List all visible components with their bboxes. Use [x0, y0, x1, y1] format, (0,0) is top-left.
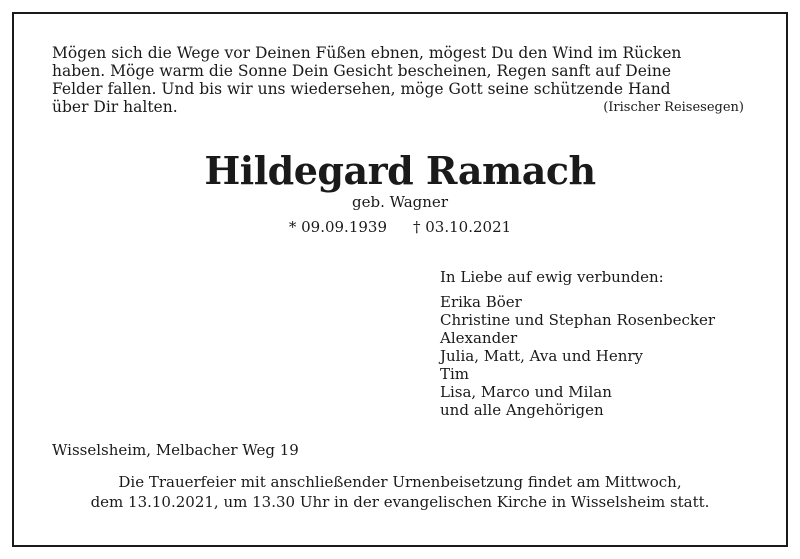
mourners-heading: In Liebe auf ewig verbunden: [440, 268, 664, 286]
mourner-name: Julia, Matt, Ava und Henry [440, 347, 644, 365]
service-notice [0, 472, 800, 512]
service-line: Die Trauerfeier mit anschließender Urnenbeisetzung findet am Mittwoch, [118, 473, 682, 491]
birth-date: * 09.09.1939 [288, 218, 387, 236]
mourners-list [440, 268, 715, 419]
verse-line: Felder fallen. Und bis wir uns wiedersehen, möge Gott seine schützende Hand [52, 80, 671, 98]
mourner-name: Erika Böer [440, 293, 522, 311]
service-line: dem 13.10.2021, um 13.30 Uhr in der evangelischen Kirche in Wisselsheim statt. [90, 493, 710, 511]
maiden-name: geb. Wagner [352, 193, 448, 211]
mourner-name: Alexander [440, 329, 518, 347]
mourner-name: Tim [440, 365, 470, 383]
deceased-name: Hildegard Ramach [204, 148, 596, 193]
death-date: † 03.10.2021 [413, 218, 512, 236]
verse-line: Mögen sich die Wege vor Deinen Füßen ebnen, mögest Du den Wind im Rücken [52, 44, 682, 62]
verse-line: haben. Möge warm die Sonne Dein Gesicht bescheinen, Regen sanft auf Deine [52, 62, 672, 80]
verse-line: über Dir halten. [52, 98, 178, 116]
verse-source: (Irischer Reisesegen) [603, 100, 744, 115]
mourner-name: Lisa, Marco und Milan [440, 383, 612, 401]
family-address: Wisselsheim, Melbacher Weg 19 [52, 441, 299, 459]
mourner-name: und alle Angehörigen [440, 401, 604, 419]
life-dates [0, 217, 800, 237]
mourner-name: Christine und Stephan Rosenbecker [440, 311, 716, 329]
